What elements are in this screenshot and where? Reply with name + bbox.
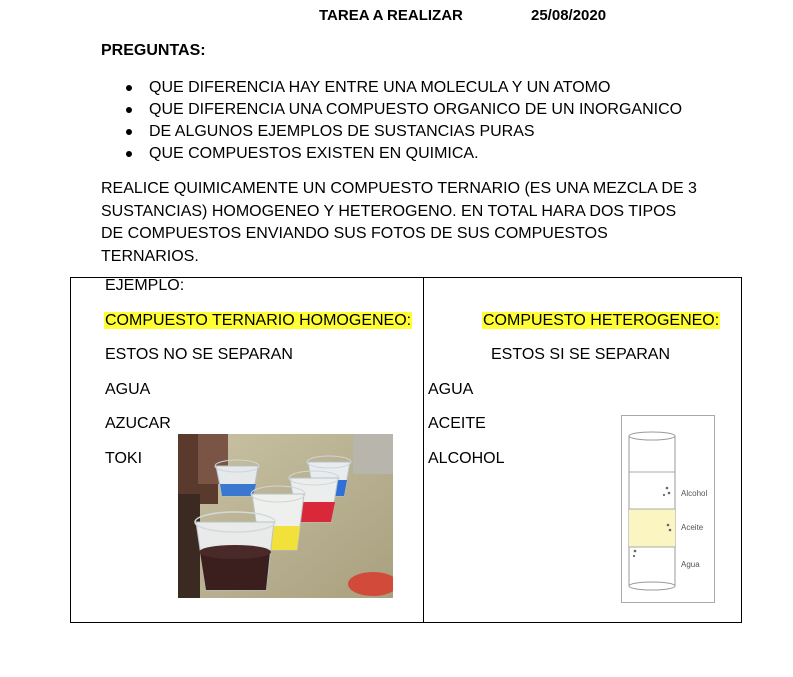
- homogeneous-heading: COMPUESTO TERNARIO HOMOGENEO:: [105, 312, 412, 329]
- heterogeneous-item: ACEITE: [428, 415, 486, 432]
- question-item: QUE DIFERENCIA UNA COMPUESTO ORGANICO DE UN INORGANICO: [126, 99, 682, 121]
- heterogeneous-heading: COMPUESTO HETEROGENEO:: [483, 312, 720, 329]
- questions-heading: PREGUNTAS:: [101, 42, 206, 59]
- document-date: 25/08/2020: [531, 7, 607, 24]
- oil-layer-label: Aceite: [681, 523, 704, 532]
- homogeneous-subtitle: ESTOS NO SE SEPARAN: [105, 346, 293, 363]
- homogeneous-item: TOKI: [105, 450, 143, 467]
- homogeneous-item: AZUCAR: [105, 415, 171, 432]
- heterogeneous-subtitle: ESTOS SI SE SEPARAN: [491, 346, 671, 363]
- cups-photo: [178, 434, 393, 598]
- homogeneous-item: AGUA: [105, 381, 151, 398]
- document-title: TAREA A REALIZAR: [319, 7, 463, 24]
- test-tube-diagram: [621, 415, 715, 603]
- question-item: DE ALGUNOS EJEMPLOS DE SUSTANCIAS PURAS: [126, 121, 682, 143]
- example-label: EJEMPLO:: [105, 277, 185, 294]
- heterogeneous-item: AGUA: [428, 381, 474, 398]
- question-item: QUE DIFERENCIA HAY ENTRE UNA MOLECULA Y UN ATOMO: [126, 77, 682, 99]
- question-item: QUE COMPUESTOS EXISTEN EN QUIMICA.: [126, 143, 682, 165]
- table-divider: [423, 277, 424, 623]
- alcohol-layer-label: Alcohol: [681, 489, 708, 498]
- water-layer-label: Agua: [681, 560, 700, 569]
- instruction-paragraph: REALICE QUIMICAMENTE UN COMPUESTO TERNARIO (ES UNA MEZCLA DE 3 SUSTANCIAS) HOMOGENEO Y HETEROGENO. EN TOTAL HARA DOS TIPOS DE COMPUESTOS ENVIANDO SUS FOTOS DE SUS COMPUESTOS TERNARIOS.: [101, 180, 697, 265]
- heterogeneous-item: ALCOHOL: [428, 450, 505, 467]
- questions-list: [126, 77, 682, 165]
